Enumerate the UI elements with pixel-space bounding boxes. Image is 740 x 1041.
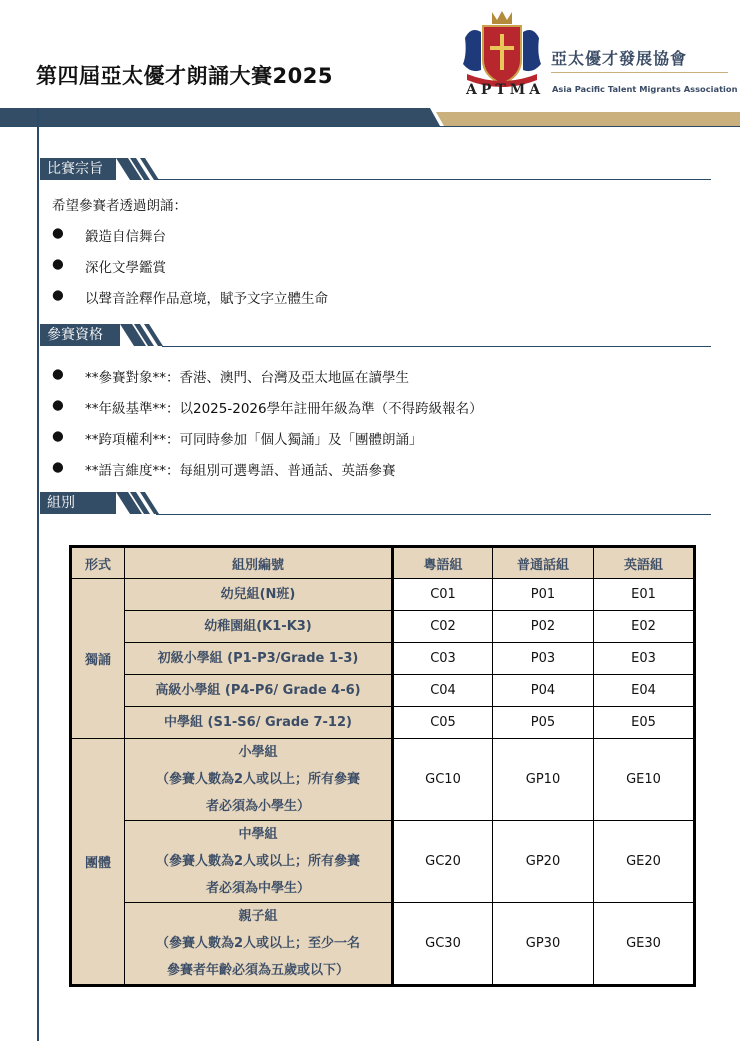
groups-table [69, 545, 696, 987]
table-row [71, 579, 695, 611]
table-row [71, 611, 695, 643]
code-cell: GE10 [594, 739, 695, 821]
left-margin-line [37, 108, 39, 1041]
logo-letters: APTMA [466, 82, 545, 98]
table-row [71, 821, 695, 903]
code-cell: GC10 [393, 739, 493, 821]
code-cell: C05 [393, 707, 493, 739]
code-cell: P04 [493, 675, 594, 707]
code-cell: E04 [594, 675, 695, 707]
code-cell: GP20 [493, 821, 594, 903]
section-rule [156, 514, 711, 515]
org-divider [551, 72, 728, 73]
section-stripes [116, 492, 196, 514]
section-title: 參賽資格 [40, 324, 120, 346]
table-row [71, 739, 695, 821]
category-solo: 獨誦 [71, 579, 125, 739]
group-name: 幼兒組(N班) [125, 579, 393, 611]
code-cell: E03 [594, 643, 695, 675]
code-cell: C01 [393, 579, 493, 611]
group-name: 幼稚園組(K1-K3) [125, 611, 393, 643]
bullet-dot: ● [52, 397, 64, 413]
section-title: 比賽宗旨 [40, 158, 116, 180]
table-row [71, 675, 695, 707]
code-cell: E02 [594, 611, 695, 643]
bullet-dot: ● [52, 428, 64, 444]
code-cell: GP10 [493, 739, 594, 821]
code-cell: GC20 [393, 821, 493, 903]
category-team: 團體 [71, 739, 125, 986]
header-band-navy [0, 108, 440, 126]
column-header: 組別編號 [125, 547, 393, 579]
group-name: 中學組 (S1-S6/ Grade 7-12) [125, 707, 393, 739]
section-rule [162, 346, 711, 347]
group-name: 中學組 （參賽人數為2人或以上；所有參賽 者必須為中學生） [125, 821, 393, 903]
code-cell: P05 [493, 707, 594, 739]
code-cell: P03 [493, 643, 594, 675]
group-name: 小學組 （參賽人數為2人或以上；所有參賽 者必須為小學生） [125, 739, 393, 821]
column-header: 普通話組 [493, 547, 594, 579]
code-cell: GE30 [594, 903, 695, 986]
column-header: 英語組 [594, 547, 695, 579]
code-cell: E05 [594, 707, 695, 739]
code-cell: E01 [594, 579, 695, 611]
section-stripes [120, 324, 200, 346]
group-name: 親子組 （參賽人數為2人或以上；至少一名 參賽者年齡必須為五歲或以下） [125, 903, 393, 986]
section-stripes [116, 158, 196, 180]
code-cell: P01 [493, 579, 594, 611]
code-cell: C03 [393, 643, 493, 675]
section-title: 組別 [40, 492, 116, 514]
purpose-intro: 希望參賽者透過朗誦： [52, 198, 187, 214]
table-row [71, 903, 695, 986]
bullet-dot: ● [52, 225, 64, 241]
code-cell: C04 [393, 675, 493, 707]
column-header: 形式 [71, 547, 125, 579]
code-cell: P02 [493, 611, 594, 643]
bullet-dot: ● [52, 287, 64, 303]
group-name: 高級小學組 (P4-P6/ Grade 4-6) [125, 675, 393, 707]
column-header: 粵語組 [393, 547, 493, 579]
section-rule [156, 179, 711, 180]
code-cell: GP30 [493, 903, 594, 986]
code-cell: GE20 [594, 821, 695, 903]
bullet-dot: ● [52, 256, 64, 272]
code-cell: C02 [393, 611, 493, 643]
table-row [71, 643, 695, 675]
header-band-gold [436, 112, 740, 126]
org-name-english: Asia Pacific Talent Migrants Association [552, 84, 738, 94]
table-row [71, 707, 695, 739]
org-name-chinese: 亞太優才發展協會 [551, 49, 688, 68]
code-cell: GC30 [393, 903, 493, 986]
header-rule [0, 126, 740, 127]
group-name: 初級小學組 (P1-P3/Grade 1-3) [125, 643, 393, 675]
bullet-dot: ● [52, 366, 64, 382]
bullet-dot: ● [52, 459, 64, 475]
page-title: 第四屆亞太優才朗誦大賽2025 [36, 64, 333, 88]
table-header-row [71, 547, 695, 579]
